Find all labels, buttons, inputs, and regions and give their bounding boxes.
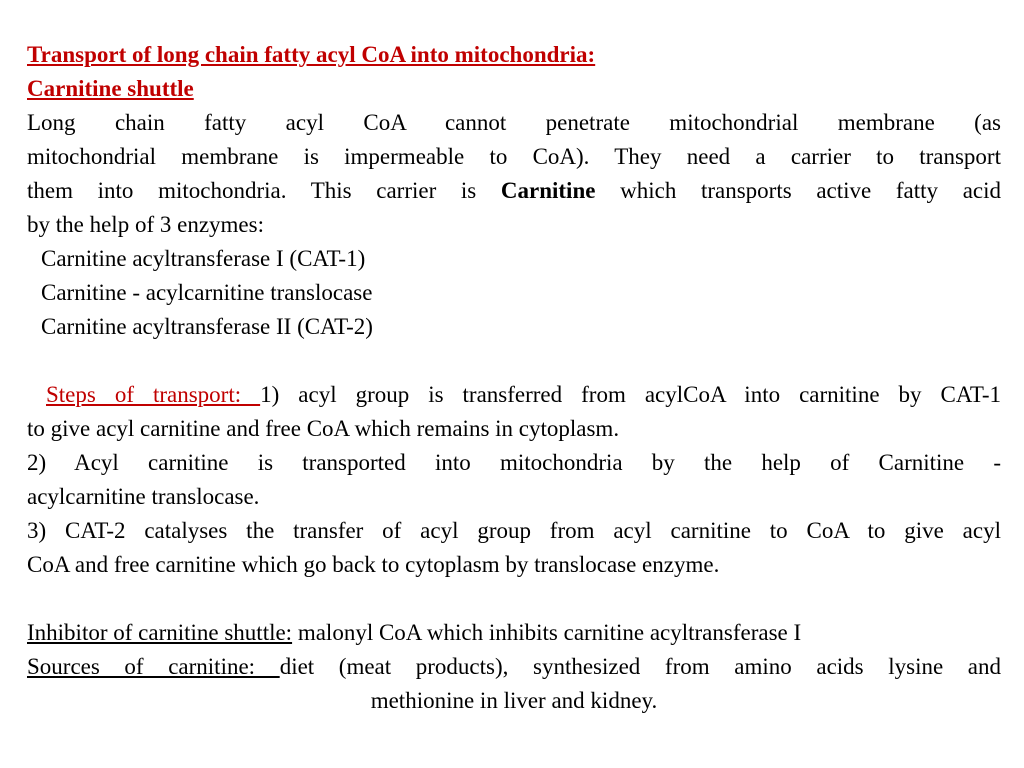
inhibitor-text: malonyl CoA which inhibits carnitine acyltransferase I — [292, 620, 802, 645]
step-1-line-a — [27, 378, 1001, 412]
sources-text-a: diet (meat products), synthesized from amino acids lysine and — [279, 654, 1002, 679]
slide-content — [27, 38, 1001, 718]
step-3-line-a: 3) CAT-2 catalyses the transfer of acyl group from acyl carnitine to CoA to give acyl — [27, 518, 1001, 543]
step-3-line-b: CoA and free carnitine which go back to cytoplasm by translocase enzyme. — [27, 552, 720, 577]
step-1-text: 1) acyl group is transferred from acylCoA into carnitine by CAT-1 — [260, 382, 1002, 407]
step-2-line-b: acylcarnitine translocase. — [27, 484, 260, 509]
intro-line-3-post: which transports active fatty acid — [595, 178, 1001, 203]
page-title: Transport of long chain fatty acyl CoA into mitochondria: — [27, 42, 596, 67]
spacer — [27, 582, 1001, 616]
spacer — [27, 344, 1001, 378]
sources-line-b: methionine in liver and kidney. — [370, 688, 658, 713]
title-line — [27, 38, 1001, 72]
step-2-line-a: 2) Acyl carnitine is transported into mitochondria by the help of Carnitine - — [27, 450, 1001, 475]
subtitle-line — [27, 72, 1001, 106]
page-subtitle: Carnitine shuttle — [27, 76, 194, 101]
intro-line-3 — [27, 174, 1001, 208]
step-1-line-b: to give acyl carnitine and free CoA which remains in cytoplasm. — [27, 416, 620, 441]
inhibitor-line — [27, 616, 1001, 650]
sources-line-a — [27, 650, 1001, 684]
intro-line-2: mitochondrial membrane is impermeable to CoA). They need a carrier to transport — [27, 144, 1001, 169]
intro-line-4: by the help of 3 enzymes: — [27, 212, 264, 237]
enzyme-item: Carnitine - acylcarnitine translocase — [41, 280, 373, 305]
enzyme-item: Carnitine acyltransferase I (CAT-1) — [41, 246, 366, 271]
intro-line-1: Long chain fatty acyl CoA cannot penetrate mitochondrial membrane (as — [27, 110, 1001, 135]
inhibitor-label: Inhibitor of carnitine shuttle: — [27, 620, 293, 645]
carnitine-bold: Carnitine — [500, 178, 596, 203]
enzyme-item: Carnitine acyltransferase II (CAT-2) — [41, 314, 373, 339]
sources-label: Sources of carnitine: — [27, 654, 280, 679]
steps-label: Steps of transport: — [46, 382, 261, 407]
intro-line-3-pre: them into mitochondria. This carrier is — [27, 178, 501, 203]
